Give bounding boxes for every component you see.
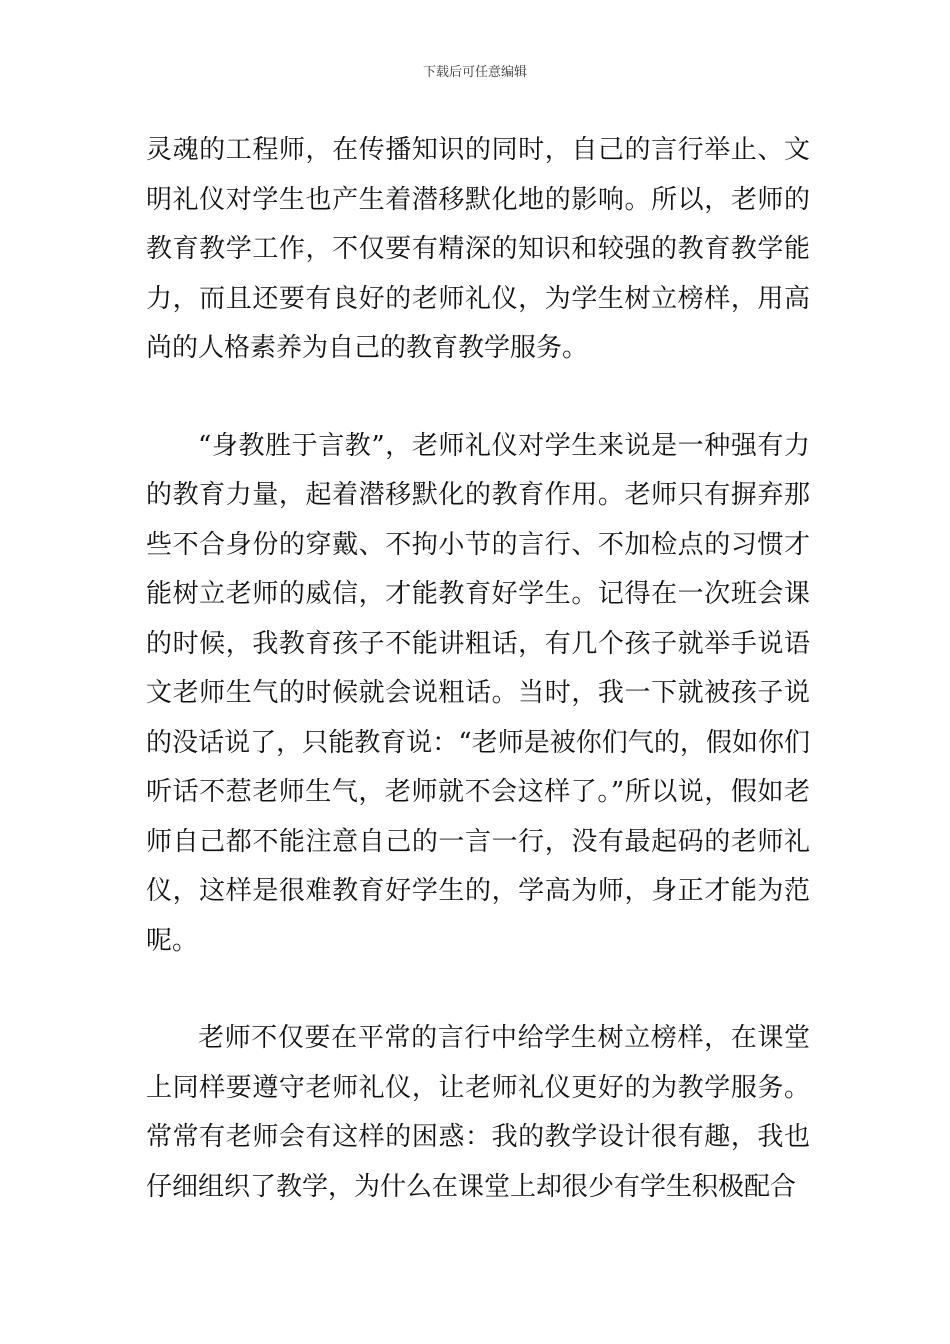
- paragraph-1: 灵魂的工程师，在传播知识的同时，自己的言行举止、文明礼仪对学生也产生着潜移默化地的影响。所以，老师的教育教学工作，不仅要有精深的知识和较强的教育教学能力，而且还要有良好的老师礼仪，为学生树立榜样，用高尚的人格素养为自己的教育教学服务。: [146, 135, 810, 363]
- paragraph-3: 老师不仅要在平常的言行中给学生树立榜样，在课堂上同样要遵守老师礼仪，让老师礼仪更好的为教学服务。常常有老师会有这样的困惑：我的教学设计很有趣，我也仔细组织了教学，为什么在课堂上却很少有学生积极配合: [146, 1023, 810, 1202]
- paragraph-2: “身教胜于言教”，老师礼仪对学生来说是一种强有力的教育力量，起着潜移默化的教育作用。老师只有摒弃那些不合身份的穿戴、不拘小节的言行、不加检点的习惯才能树立老师的威信，才能教育好学生。记得在一次班会课的时候，我教育孩子不能讲粗话，有几个孩子就举手说语文老师生气的时候就会说粗话。当时，我一下就被孩子说的没话说了，只能教育说：“老师是被你们气的，假如你们听话不惹老师生气，老师就不会这样了。”所以说，假如老师自己都不能注意自己的一言一行，没有最起码的老师礼仪，这样是很难教育好学生的，学高为师，身正才能为范呢。: [146, 430, 810, 956]
- paragraph-spacer: [146, 374, 810, 422]
- page-header-note: 下载后可任意编辑: [422, 65, 527, 80]
- document-body: [146, 126, 810, 1212]
- paragraph-spacer: [146, 966, 810, 1014]
